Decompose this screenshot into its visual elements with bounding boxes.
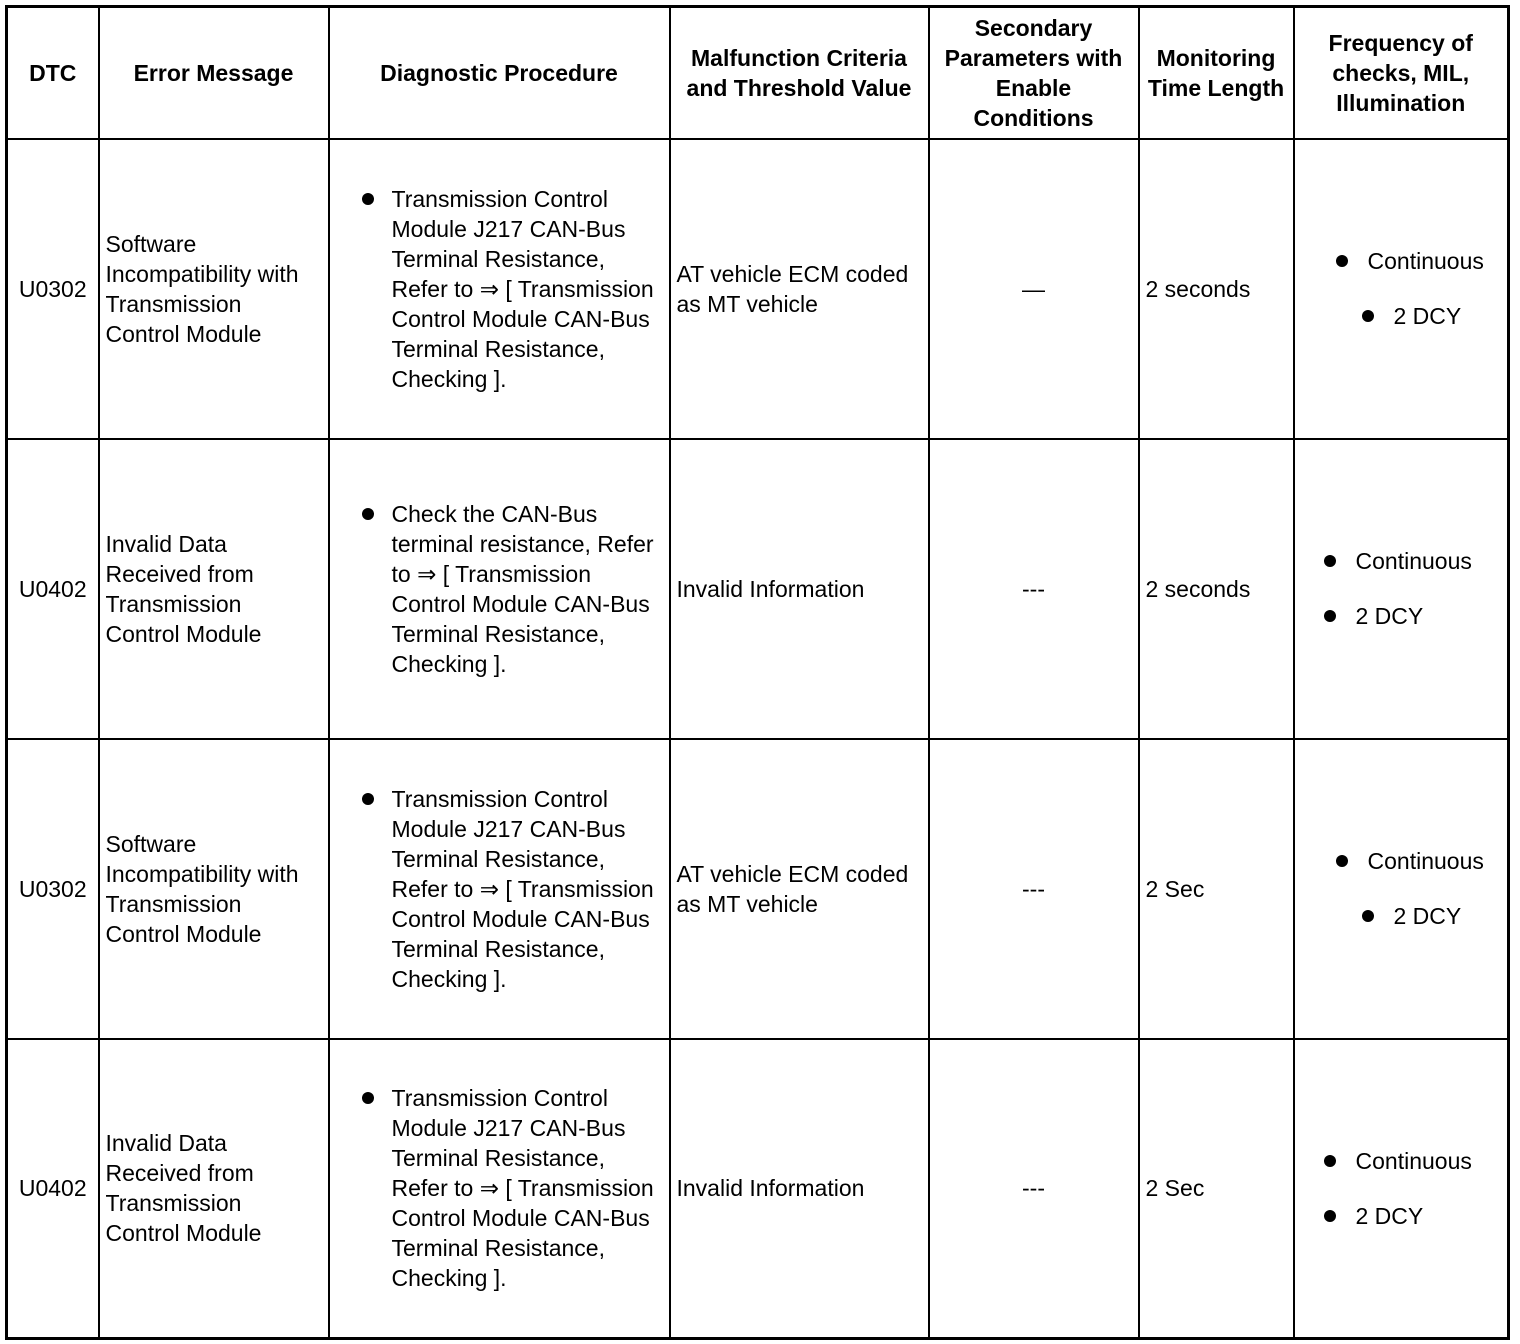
procedure-step: Check the CAN-Bus terminal resistance, Refer to ⇒ [ Transmission Control Module CAN-Bus Terminal Resistance, Checking ].: [362, 499, 663, 679]
dtc-table: [5, 5, 1510, 1340]
diagnostic-procedure: [329, 439, 670, 739]
dtc-code: U0302: [7, 139, 99, 439]
frequency-item: Continuous: [1336, 846, 1502, 876]
frequency: [1294, 439, 1509, 739]
table-row: [7, 1039, 1509, 1339]
error-message: Software Incompatibility with Transmission Control Module: [99, 139, 329, 439]
header-frequency: Frequency of checks, MIL, Illumination: [1294, 7, 1509, 139]
dtc-code: U0302: [7, 739, 99, 1039]
malfunction-criteria: AT vehicle ECM coded as MT vehicle: [670, 739, 929, 1039]
header-malfunction-criteria: Malfunction Criteria and Threshold Value: [670, 7, 929, 139]
table-row: [7, 739, 1509, 1039]
frequency: [1294, 139, 1509, 439]
malfunction-criteria: Invalid Information: [670, 439, 929, 739]
monitoring-time: 2 seconds: [1139, 139, 1294, 439]
header-dtc: DTC: [7, 7, 99, 139]
malfunction-criteria: AT vehicle ECM coded as MT vehicle: [670, 139, 929, 439]
malfunction-criteria: Invalid Information: [670, 1039, 929, 1339]
diagnostic-procedure: [329, 1039, 670, 1339]
procedure-step: Transmission Control Module J217 CAN-Bus Terminal Resistance, Refer to ⇒ [ Transmission Control Module CAN-Bus Terminal Resistance, Checking ].: [362, 784, 663, 994]
frequency-item: 2 DCY: [1324, 1201, 1502, 1231]
procedure-step: Transmission Control Module J217 CAN-Bus Terminal Resistance, Refer to ⇒ [ Transmission Control Module CAN-Bus Terminal Resistance, Checking ].: [362, 1083, 663, 1293]
error-message: Invalid Data Received from Transmission Control Module: [99, 1039, 329, 1339]
table-row: [7, 439, 1509, 739]
diagnostic-procedure: [329, 739, 670, 1039]
dtc-code: U0402: [7, 1039, 99, 1339]
secondary-parameters: ---: [929, 1039, 1139, 1339]
header-error-message: Error Message: [99, 7, 329, 139]
secondary-parameters: ---: [929, 439, 1139, 739]
header-monitoring-time: Monitoring Time Length: [1139, 7, 1294, 139]
monitoring-time: 2 Sec: [1139, 1039, 1294, 1339]
frequency: [1294, 1039, 1509, 1339]
secondary-parameters: ---: [929, 739, 1139, 1039]
frequency-item: Continuous: [1324, 1146, 1502, 1176]
table-row: [7, 139, 1509, 439]
secondary-parameters: —: [929, 139, 1139, 439]
monitoring-time: 2 Sec: [1139, 739, 1294, 1039]
frequency-item: Continuous: [1324, 546, 1502, 576]
frequency-item: 2 DCY: [1324, 601, 1502, 631]
frequency-item: 2 DCY: [1362, 301, 1502, 331]
frequency: [1294, 739, 1509, 1039]
monitoring-time: 2 seconds: [1139, 439, 1294, 739]
diagnostic-procedure: [329, 139, 670, 439]
frequency-item: Continuous: [1336, 246, 1502, 276]
error-message: Invalid Data Received from Transmission Control Module: [99, 439, 329, 739]
error-message: Software Incompatibility with Transmission Control Module: [99, 739, 329, 1039]
procedure-step: Transmission Control Module J217 CAN-Bus Terminal Resistance, Refer to ⇒ [ Transmission Control Module CAN-Bus Terminal Resistance, Checking ].: [362, 184, 663, 394]
header-secondary-parameters: Secondary Parameters with Enable Conditions: [929, 7, 1139, 139]
frequency-item: 2 DCY: [1362, 901, 1502, 931]
dtc-code: U0402: [7, 439, 99, 739]
header-row: [7, 7, 1509, 139]
header-diagnostic-procedure: Diagnostic Procedure: [329, 7, 670, 139]
